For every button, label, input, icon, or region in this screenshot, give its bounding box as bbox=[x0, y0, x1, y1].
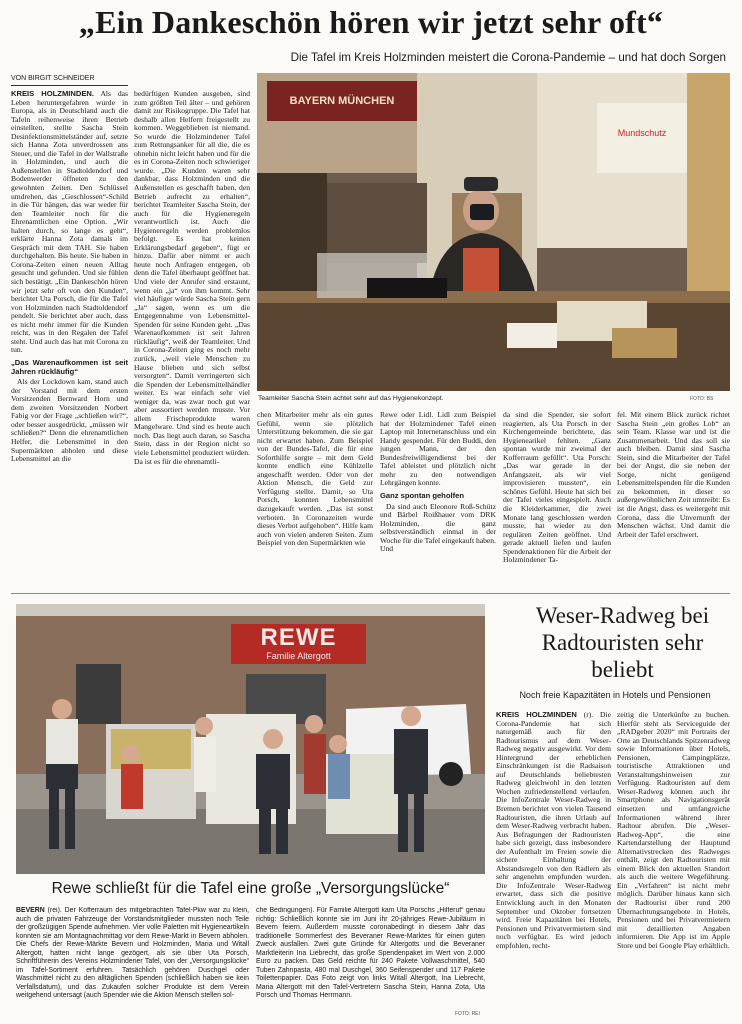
subhead-warenaufkommen: „Das Warenaufkommen ist seit Jahren rückläufig“ bbox=[11, 357, 128, 376]
section-divider bbox=[11, 593, 730, 594]
article1-col3 bbox=[257, 411, 373, 586]
photo-sign-mundschutz: Mundschutz bbox=[617, 128, 667, 138]
headline-rewe: Rewe schließt für die Tafel eine große „Versorgungslücke“ bbox=[51, 880, 450, 897]
rewe-sign: REWE bbox=[260, 624, 337, 651]
author-line: VON BIRGIT SCHNEIDER bbox=[11, 75, 95, 82]
subline-radweg: Noch freie Kapazitäten in Hotels und Pensionen bbox=[519, 690, 711, 700]
dateline-tafel: KREIS HOLZMINDEN. bbox=[11, 90, 95, 98]
article1-col6 bbox=[617, 411, 730, 586]
article3-col2 bbox=[256, 907, 485, 1019]
photo-credit-tafel: FOTO: BS bbox=[690, 396, 714, 402]
article3-col1 bbox=[16, 907, 249, 1019]
photo-caption-tafel: Teamleiter Sascha Stein achtet sehr auf das Hygienekonzept. bbox=[258, 395, 444, 402]
article1-text-col5: da sind die Spender, sie sofort reagierten, als Uta Porsch in der Kirchengemeinde berichtete, das Hygienearikel fehlten. „Ganz spontan wurde mir zweimal der Kofferraum gefüllt“. Uta Porsch: „Das war gerade in der Anfangszeit, als wir viel improvisieren mussten“, ein schönes Gefühl. Heute hat sich bei der Tafel vieles eingespielt. Auch die Kleiderkammer, die zwei Monate lang geschlossen werden musste, hat wieder zu den regulären Zeiten geöffnet. Und gerade aktuell liefen und laufen Spendenaktionen für die Arbeit der Holzmindener Ta- bbox=[503, 411, 611, 565]
article1-text-col2: bedürftigen Kunden ausgeben, sind zum größten Teil älter – und gehören damit zur Risikogruppe. Die Tafel hat deshalb allen Helfern freigestellt zu kommen. Weggeblieben ist niemand. So wurde die Holzmindener Tafel zum Rettungsanker für all die, die es ohnehin nicht leicht haben und für die es in Corona-Zeiten noch schwieriger wurde. „Die Kunden waren sehr dankbar, dass Holzminden und die Außenstellen es geschafft haben, den Betrieb aufrecht zu erhalten“, berichtet Teamleiter Sascha Stein, der auch für die Hygieneregeln verantwortlich ist. Auch die Hygieneregeln werden problemlos befolgt. Es hat keinen Erklärungsbedarf gegeben“, fügt er hinzu. Dafür aber nimmt er auch heute noch Anfragen entgegen, ob denn die Tafel überhaupt geöffnet hat. Und viele der Anrufer sind erstaunt, wenn ein „ja“ von ihm kommt. Sehr viel häufiger würde Sascha Stein gern „Ja“ sagen, wenn es um die Entgegennahme von Lebensmittel-Spenden für seine Kunden geht. „Das Warenaufkommen ist seit Jahren rückläufig“, weiß der Teamleiter. Und in Corona-Zeiten ging es noch mehr zurück, „weil viele Menschen zu Hause blieben und sich selbst versorgten“. Damit verringerten sich die Spenden der Lebensmittelhändler weiter. Es war einfach sehr viel weniger da, was zwar noch gut war aber aussortiert werden musste. Vor allem Frischeprodukte waren Mangelware. Und sind es heute auch noch. Das liegt auch daran, so Sascha Stein, dass in der Region nicht so viele Lebensmittel produziert würden. Da ist es für die ehrenamtli- bbox=[134, 90, 250, 466]
article1-col1 bbox=[11, 90, 128, 586]
subhead-spontan: Ganz spontan geholfen bbox=[380, 490, 464, 500]
photo-tafel-counter bbox=[257, 73, 730, 391]
subline-tafel: Die Tafel im Kreis Holzminden meistert die Corona-Pandemie – und hat doch Sorgen bbox=[290, 51, 726, 64]
author-rule bbox=[11, 85, 128, 86]
article1-col5 bbox=[503, 411, 611, 586]
photo-credit-rewe: FOTO: REI bbox=[455, 1011, 480, 1017]
article2-col2 bbox=[617, 711, 730, 1019]
article1-text-col6: fel. Mit einem Blick zurück richtet Sascha Stein „ein großes Lob“ an sein Team. Klasse war und ist die Zusammenarbeit. Und das soll sie auch bleiben. Damit sind Sascha Stein, sind die Mitarbeiter der Tafel bei der Angst, die sie neben der Sorge, nicht genügend Lebensmittelspenden für die Kunden zu bekommen, in dieser so außergewöhnlichen Zeit umtreibt: Es ist die Angst, dass es weitergeht mit Corona, dass die Unvernunft der Menschen wächst. Und damit die Arbeit der Tafel erschwert. bbox=[617, 411, 730, 539]
photo-sign-bayern: BAYERN MÜNCHEN bbox=[289, 95, 395, 107]
dateline-radweg: KREIS HOLZMINDEN bbox=[496, 711, 577, 719]
headline-radweg: Weser-Radweg bei Radtouristen sehr beliebt bbox=[535, 603, 710, 682]
article3-text-col1: (rei). Der Kofferraum des mitgebrachten Tafel-Pkw war zu klein, auch die privaten Fahrzeuge der Vorstandsmitglieder mussten noch Teile der großzügigen Spende aufnehmen. Vier volle Paletten mit Hygieneartikeln konnten sie am Montagnachmittag vor dem Rewe-Markt in Bevern abholen. Die Chefs der Rewe-Märkte Bevern und Holzminden, Maria und Witall Altergott, hatten nicht lange gezögert, als sie über Uta Porsch, Schriftführerin des Vereins Holzmindener Tafel, von der „Versorgungslücke“ im Tafel-Sortiment erfuhren. Tatsächlich gehören Duschgel oder Waschmittel nicht zu den alltäglichen Spenden (schließlich haben sie kein Verfallsdatum), und das Zukaufen solcher Produkte ist dem Verein weitgehend untersagt (auch Spender wie die Aktion Mensch stellen sol- bbox=[16, 907, 249, 999]
photo-rewe-group bbox=[16, 604, 485, 874]
article3-text-col2: che Bedingungen). Für Familie Altergott kam Uta Porschs „Hilferuf“ genau richtig: Schließlich konnte sie im Juni ihr 20-jähriges Rewe-Jubiläum in Bevern feiern. Außerdem musste coronabedingt in diesem Jahr das traditionelle Sommerfest des Beveraner Rewe-Marktes für einen guten Zweck ausfallen. Zwei gute Gründe für Altergotts und die Beveraner Marktleiterin Ina Liebrecht, das große Spendenpaket im Wert von 2.000 Euro zu packen. Das Geld reichte für 240 Pakete Vollwaschmittel, 540 Tuben Zahnpasta, 480 mal Duschgel, 360 Seifenspender und 117 Pakete Toilettenpapier. Das Foto zeigt von links Witall Altergott, Ina Liebrecht, Maria Altergott mit den Tafel-Vertretern Sascha Stein, Hanna Zota, Uta Porsch und Thomas Herrmann. bbox=[256, 907, 485, 999]
article1-text-col3: chen Mitarbeiter mehr als ein gutes Gefühl, wenn sie plötzlich Unterstützung bekommen, die sie gar nicht erwartet haben. Zum Beispiel von der Bundes-Tafel, die für eine Soforthilfe sorgte – mit dem Geld konnte endlich eine Kühlzelle angeschafft werden. Oder von der Aktion Mensch, die Geld zur Verfügung stellte. Damit, so Uta Porsch, konnten Lebensmittel dazugekauft werden. „Das ist sonst verboten. In Coronazeiten wurde dieses Verbot aufgehoben“. Hilfe kam auch von vielen anderen Seiten. Zum Beispiel von den Supermärkten wie bbox=[257, 411, 373, 548]
article2-text-col1: (r). Die Corona-Pandemie hat sich naturgemäß auch für den Radtourismus auf dem Weser-Radweg negativ ausgewirkt. Vor dem Hintergrund der erheblichen Einschränkungen ist die Radsaison auf Deutschlands beliebtesten Radweg gleichwohl in den letzten Wochen zufriedenstellend verlaufen. Die InfoZentrale Weser-Radweg in Bremen berichtet von vielen Tausend Radtouristen, die ihren Urlaub auf dem Weser-Radweg verbracht haben. Aus Befragungen der Radtouristen habe sich gezeigt, dass insbesondere der Aufenthalt im Freien sowie die sichere Einhaltung der Abstandsregeln von den Radlern als sehr angenehm empfunden wurden. Die InfoZentrale Weser-Radweg erwartet, dass sich die positive Entwicklung auch in den Monaten September und Oktober fortsetzen wird. Freie Kapazitäten bei Hotels, Pensionen und Privatvermietern sind noch verfügbar. Es wird jedoch empfohlen, recht- bbox=[496, 711, 611, 950]
article1-col4 bbox=[380, 411, 496, 586]
dateline-bevern: BEVERN bbox=[16, 907, 45, 914]
article1-text-col1b: Als der Lockdown kam, stand auch der Vorstand mit dem ersten Vorsitzenden Bernward Horn und dem zweiten Vorsitzenden Norbert Fabig vor der Frage „schließen wir?“, oder besser ausgedrückt, „müssen wir schließen?“ Denn die ehrenamtlichen Helfer, die Lebensmittel in den Supermärkten abholen und diese Lebensmittel an die bbox=[11, 377, 128, 464]
photo-tafel-illustration bbox=[257, 73, 730, 391]
article2-text-col2: zeitig die Unterkünfte zu buchen. Hierfür steht als Serviceguide der „RADgeber 2020“ mit Portraits der Orte an Deutschlands Spitzenradweg sowie Informationen über Hotels, Pensionen, Campingplätze, touristische Attraktionen und Veranstaltungshinweisen zur Verfügung. Radtouristen auf dem Weser-Radweg können auch ihr Smartphone als Navigationsgerät einsetzen und umfangreiche Informationen während ihrer Radtour abrufen. Die „Weser-Radweg-App“, die eine Kartendarstellung der Hauptund Alternativstrecken des Radweges enthält, zeigt den Radtouristen mit einem Blick den aktuellen Standort als auch die weitere Wegeführung. Ein „Verfahren“ ist nicht mehr möglich. Darüber hinaus kann sich der Radtourist über rund 200 Übernachtungsangebote in Hotels, Pensionen und bei Privatvermietern mit detaillierten Angaben informieren. Die App ist im Apple Store und bei Google Play erhältlich. bbox=[617, 711, 730, 950]
article1-text-col1: Als das Leben heruntergefahren wurde in Europa, als in Deutschland auch die Tafeln reihenweise ihren Betrieb einstellten, stellte Sascha Stein Desinfektionsmittelständer auf, setzte sich Hanna Zota unverdrossen ans Steuer, und die Tafel in der Wallstraße in Holzminden, und auch die Außenstellen in Stadtoldendorf und Bodenwerder öffneten zu den gewohnten Zeiten. Den Schlüssel umdrehen, das „Geschlossen“-Schild in die Tür hängen, das war weder für den Teamleiter noch für die Ehrenamtlichen eine Option. „Wir halten durch, so lange es geht“, erklärte Hanna Zota damals im Gespräch mit dem TAH. Sie haben durchgehalten. Bis heute. Sie haben in Corona-Zeiten einen neuen Alltag gesucht und gefunden. Und sie fühlen sich bestätigt. „Ein Dankeschön hören wir jetzt sehr oft von den Kunden“, berichtet Uta Porsch, die für die Tafel von Holzminden nach Stadtoldendorf pendelt. Sie berichtet aber auch, dass es nicht mehr immer für die Kunden reicht, was in den Regalen der Tafel steht. Und auch das hat mit Corona zu tun. bbox=[11, 90, 128, 355]
article1-text-col4: Rewe oder Lidl. Lidl zum Beispiel hat der Holzmindener Tafel einen Laptop mit Internetanschluss und ein Handy gespendet. Für den Buddi, den jungen Mann, der den Bundesfreiwilligendienst bei der Tafel ableistet und plötzlich nicht mehr zu den notwendigen Lehrgängen konnte. bbox=[380, 411, 496, 488]
article1-text-col4b: Da sind auch Eleonore Roß-Schütz und Bärbel Roißhauer vom DRK Holzminden, die ganz selbstverständlich einmal in der Woche für die Tafel eingekauft haben. Und bbox=[380, 501, 496, 554]
rewe-sign-sub: Familie Altergott bbox=[266, 651, 331, 661]
article1-col2 bbox=[134, 90, 250, 586]
headline-tafel: „Ein Dankeschön hören wir jetzt sehr oft“ bbox=[78, 4, 664, 40]
article2-col1 bbox=[496, 711, 611, 1019]
